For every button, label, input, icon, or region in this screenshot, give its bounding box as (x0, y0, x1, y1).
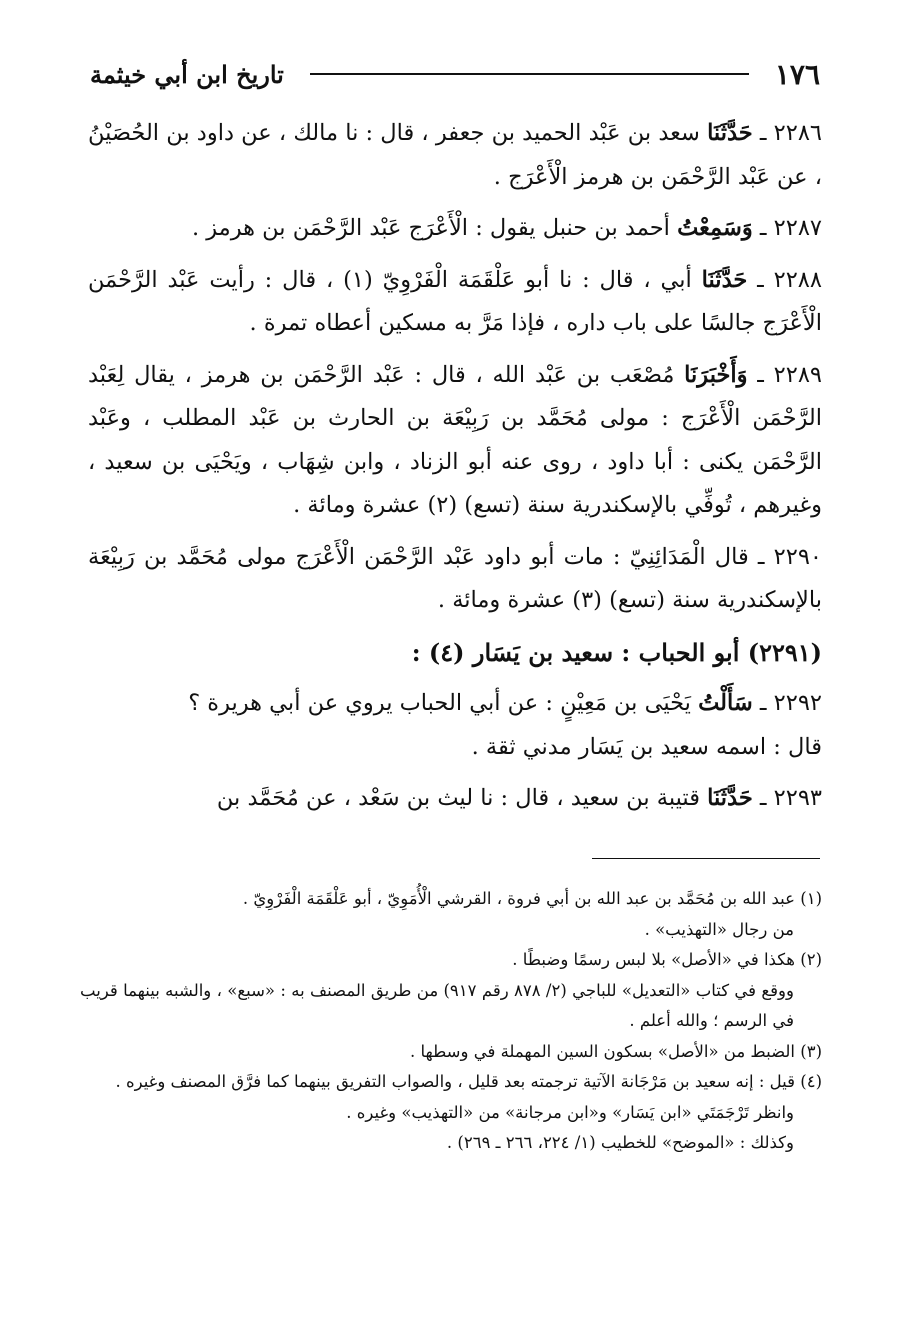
entry-number: ٢٢٨٧ ـ (759, 215, 822, 241)
entry-keyword: وَسَمِعْتُ (677, 215, 753, 241)
page-header (90, 52, 820, 96)
footnote-4-cont-1: وانظر تَرْجَمَتَي «ابن يَسَار» و«ابن مرجانة» من «التهذيب» وغيره . (346, 1102, 794, 1122)
entry-keyword: حَدَّثَنَا (707, 785, 753, 811)
biography-heading (88, 631, 822, 675)
header-rule (310, 73, 749, 75)
entry-text: مُصْعَب بن عَبْد الله ، قال : عَبْد الرَّحْمَن بن هرمز ، يقال لِعَبْد الرَّحْمَن الْأَعْرَج : مولى مُحَمَّد بن رَبِيْعَة بن الحارث بن عَبْد المطلب ، وعَبْد الرَّحْمَن يكنى : أبا داود ، روى عنه أبو الزناد ، وابن شِهَاب ، ويَحْيَى بن سعيد ، وغيرهم ، تُوفِّي بالإسكندرية سنة (تسع) (٢) عشرة ومائة . (88, 361, 822, 518)
entry-text: أبي ، قال : نا أبو عَلْقَمَة الْفَرْوِيّ (١) ، قال : رأيت عَبْد الرَّحْمَن الْأَعْرَج جالسًا على باب داره ، فإذا مَرَّ به مسكين أعطاه تمرة . (88, 266, 822, 336)
entry-2287 (88, 207, 822, 251)
entry-2286 (88, 112, 822, 199)
entry-2290 (88, 536, 822, 623)
entry-number: ٢٢٨٩ ـ (757, 361, 822, 388)
entry-answer: قال : اسمه سعيد بن يَسَار مدني ثقة . (471, 733, 822, 760)
entry-keyword: سَأَلْتُ (698, 690, 753, 716)
heading-text: أبو الحباب : سعيد بن يَسَار (٤) : (411, 637, 740, 667)
entry-2293 (88, 777, 822, 821)
entry-2292 (88, 682, 822, 769)
entry-keyword: حَدَّثَنَا (707, 120, 753, 146)
book-title: تاريخ ابن أبي خيثمة (90, 59, 284, 89)
entry-text: سعد بن عَبْد الحميد بن جعفر ، قال : نا مالك ، عن داود بن الحُصَيْنُ ، عن عَبْد الرَّحْمَن بن هرمز الْأَعْرَج . (88, 120, 822, 190)
footnote-1-cont: من رجال «التهذيب» . (644, 919, 794, 939)
entry-number: ٢٢٩٣ ـ (759, 785, 822, 811)
entry-number: ٢٢٨٨ ـ (757, 266, 822, 293)
footnote-separator (592, 858, 820, 859)
entry-2288 (88, 259, 822, 346)
footnote-3: (٣) الضبط من «الأصل» بسكون السين المهملة في وسطها . (410, 1041, 822, 1061)
entry-text: قال الْمَدَائِنِيّ : مات أبو داود عَبْد الرَّحْمَن الْأَعْرَج مولى مُحَمَّد بن رَبِيْعَة بالإسكندرية سنة (تسع) (٣) عشرة ومائة . (88, 543, 822, 613)
footnote-4-cont-2: وكذلك : «الموضح» للخطيب (١/ ٢٢٤، ٢٦٦ ـ ٢٦٩) . (446, 1133, 794, 1152)
main-text (88, 112, 822, 829)
footnote-2: (٢) هكذا في «الأصل» بلا لبس رسمًا وضبطًا . (512, 950, 822, 969)
entry-keyword: وَأَخْبَرَنَا (684, 361, 748, 388)
page-number: ١٧٦ (774, 57, 820, 91)
entry-text: أحمد بن حنبل يقول : الْأَعْرَج عَبْد الرَّحْمَن بن هرمز . (191, 215, 670, 241)
heading-number: (٢٢٩١) (747, 637, 822, 667)
entry-number: ٢٢٨٦ ـ (759, 120, 823, 146)
entry-number: ٢٢٩٠ ـ (757, 543, 823, 570)
entry-number: ٢٢٩٢ ـ (759, 690, 822, 716)
entry-keyword: حَدَّثَنَا (701, 266, 748, 293)
footnote-2-cont: ووقع في كتاب «التعديل» للباجي (٢/ ٨٧٨ رقم ٩١٧) من طريق المصنف به : «سبع» ، والشبه بينهما قريب في الرسم ؛ والله أعلم . (80, 980, 794, 1030)
footnote-4: (٤) قيل : إنه سعيد بن مَرْجَانة الآتية ترجمته بعد قليل ، والصواب التفريق بينهما كما فرَّق المصنف وغيره . (115, 1072, 822, 1091)
entry-text: قتيبة بن سعيد ، قال : نا ليث بن سَعْد ، عن مُحَمَّد بن (216, 785, 700, 811)
footnotes (80, 884, 822, 1159)
footnote-1: (١) عبد الله بن مُحَمَّد بن عبد الله بن أبي فروة ، القرشي الْأُمَوِيّ ، أبو عَلْقَمَة الْفَرْوِيّ . (242, 889, 822, 908)
entry-text: يَحْيَى بن مَعِيْنٍ : عن أبي الحباب يروي عن أبي هريرة ؟ (188, 690, 691, 716)
entry-2289 (88, 354, 822, 528)
